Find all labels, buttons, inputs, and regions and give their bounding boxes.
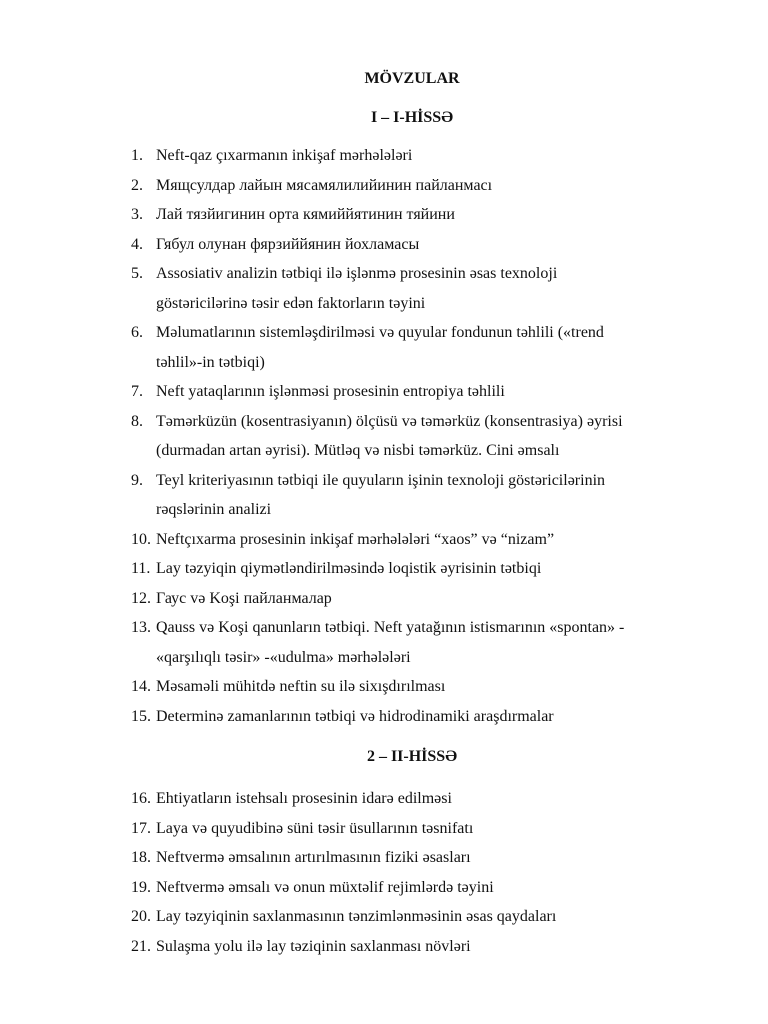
list-item-text: Lay təzyiqin qiymətləndirilməsində loqistik əyrisinin tətbiqi <box>156 560 542 577</box>
list-item-number: 10. <box>131 530 151 548</box>
list-item <box>131 171 691 201</box>
list-item-text: Ehtiyatların istehsalı prosesinin idarə edilməsi <box>156 790 452 807</box>
list-item-text: Qauss və Koşi qanunların tətbiqi. Neft yatağının istismarının «spontan» - <box>156 619 625 636</box>
list-item-text: Laya və quyudibinə süni təsir üsullarının təsnifatı <box>156 819 474 837</box>
list-item-number: 1. <box>131 147 143 164</box>
list-item-number: 17. <box>131 819 151 837</box>
list-item <box>131 200 691 230</box>
list-item-number: 8. <box>131 412 143 430</box>
list-item-text: Məsaməli mühitdə neftin su ilə sixışdırılması <box>156 678 446 695</box>
list-item-number: 21. <box>131 937 151 955</box>
list-item-text: Determinə zamanlarının tətbiqi və hidrodinamiki araşdırmalar <box>156 707 554 725</box>
page-title: MÖVZULAR <box>364 70 460 87</box>
list-item-number: 6. <box>131 324 143 341</box>
list-item <box>131 584 691 614</box>
list-item-text: Neft yataqlarının işlənməsi prosesinin entropiya təhlili <box>156 383 505 400</box>
list-item-text: Məlumatlarının sistemləşdirilməsi və quyular fondunun təhlili («trend <box>156 324 604 341</box>
list-item-text: Мящсулдар лайын мясамялилийинин пайланмасı <box>156 176 493 194</box>
list-item-number: 13. <box>131 619 151 636</box>
list-item <box>131 702 691 732</box>
list-item <box>131 318 691 377</box>
section-heading-part-2: 2 – II-HİSSƏ <box>366 748 458 765</box>
list-item-text: Teyl kriteriyasının tətbiqi ile quyuların işinin texnoloji göstəricilərinin <box>156 471 606 489</box>
list-item-number: 9. <box>131 471 143 489</box>
list-item-number: 4. <box>131 235 143 253</box>
list-item-number: 18. <box>131 849 151 866</box>
list-item <box>131 902 691 932</box>
list-item-number: 5. <box>131 265 143 282</box>
list-item-number: 2. <box>131 176 143 194</box>
list-item <box>131 784 691 814</box>
list-item <box>131 466 691 525</box>
list-item-text: Neft-qaz çıxarmanın inkişaf mərhələləri <box>156 147 413 164</box>
list-item-text-continued: rəqslərinin analizi <box>156 501 272 518</box>
list-item-text: Neftvermə əmsalının artırılmasının fiziki əsasları <box>156 849 471 866</box>
list-item-text: Neftçıxarma prosesinin inkişaf mərhələləri “xaos” və “nizam” <box>156 530 555 548</box>
list-item-number: 11. <box>131 560 151 577</box>
list-item-text: Təmərküzün (kosentrasiyanın) ölçüsü və təmərküz (konsentrasiya) əyrisi <box>156 412 623 430</box>
list-item <box>131 613 691 672</box>
list-item-number: 16. <box>131 790 151 807</box>
list-item <box>131 377 691 407</box>
list-item-text: Гаус və Koşi пайланмалар <box>156 589 332 607</box>
list-item-text-continued: (durmadan artan əyrisi). Mütləq və nisbi təmərküz. Cini əmsalı <box>156 442 560 459</box>
list-item-text: Лай тязйигинин орта кямиййятинин тяйини <box>156 206 455 223</box>
list-item <box>131 407 691 466</box>
list-item <box>131 259 691 318</box>
list-item-number: 20. <box>131 908 151 925</box>
list-item <box>131 554 691 584</box>
list-item-number: 3. <box>131 206 143 223</box>
list-item-number: 14. <box>131 678 151 695</box>
list-item-text: Neftvermə əmsalı və onun müxtəlif rejimlərdə təyini <box>156 878 494 896</box>
list-item <box>131 814 691 844</box>
list-item-text: Гябул олунан фярзиййянин йохламасы <box>156 235 420 253</box>
list-item <box>131 525 691 555</box>
list-item-number: 15. <box>131 707 151 725</box>
list-item-text-continued: göstəricilərinə təsir edən faktorların təyini <box>156 294 426 312</box>
list-item-number: 19. <box>131 878 151 896</box>
list-item-text: Lay təzyiqinin saxlanmasının tənzimlənməsinin əsas qaydaları <box>156 908 557 925</box>
list-item-text-continued: «qarşılıqlı təsir» -«udulma» mərhələləri <box>156 648 411 666</box>
list-item <box>131 672 691 702</box>
list-item <box>131 873 691 903</box>
list-item-text: Assosiativ analizin tətbiqi ilə işlənmə prosesinin əsas texnoloji <box>156 265 558 282</box>
list-item <box>131 932 691 962</box>
list-item-number: 7. <box>131 383 143 400</box>
list-item <box>131 843 691 873</box>
list-item <box>131 141 691 171</box>
list-item-number: 12. <box>131 589 151 607</box>
list-item-text: Sulaşma yolu ilə lay təziqinin saxlanması növləri <box>156 937 471 955</box>
list-item <box>131 230 691 260</box>
section-heading-part-1: I – I-HİSSƏ <box>370 109 454 126</box>
list-item-text-continued: təhlil»-in tətbiqi) <box>156 353 265 371</box>
